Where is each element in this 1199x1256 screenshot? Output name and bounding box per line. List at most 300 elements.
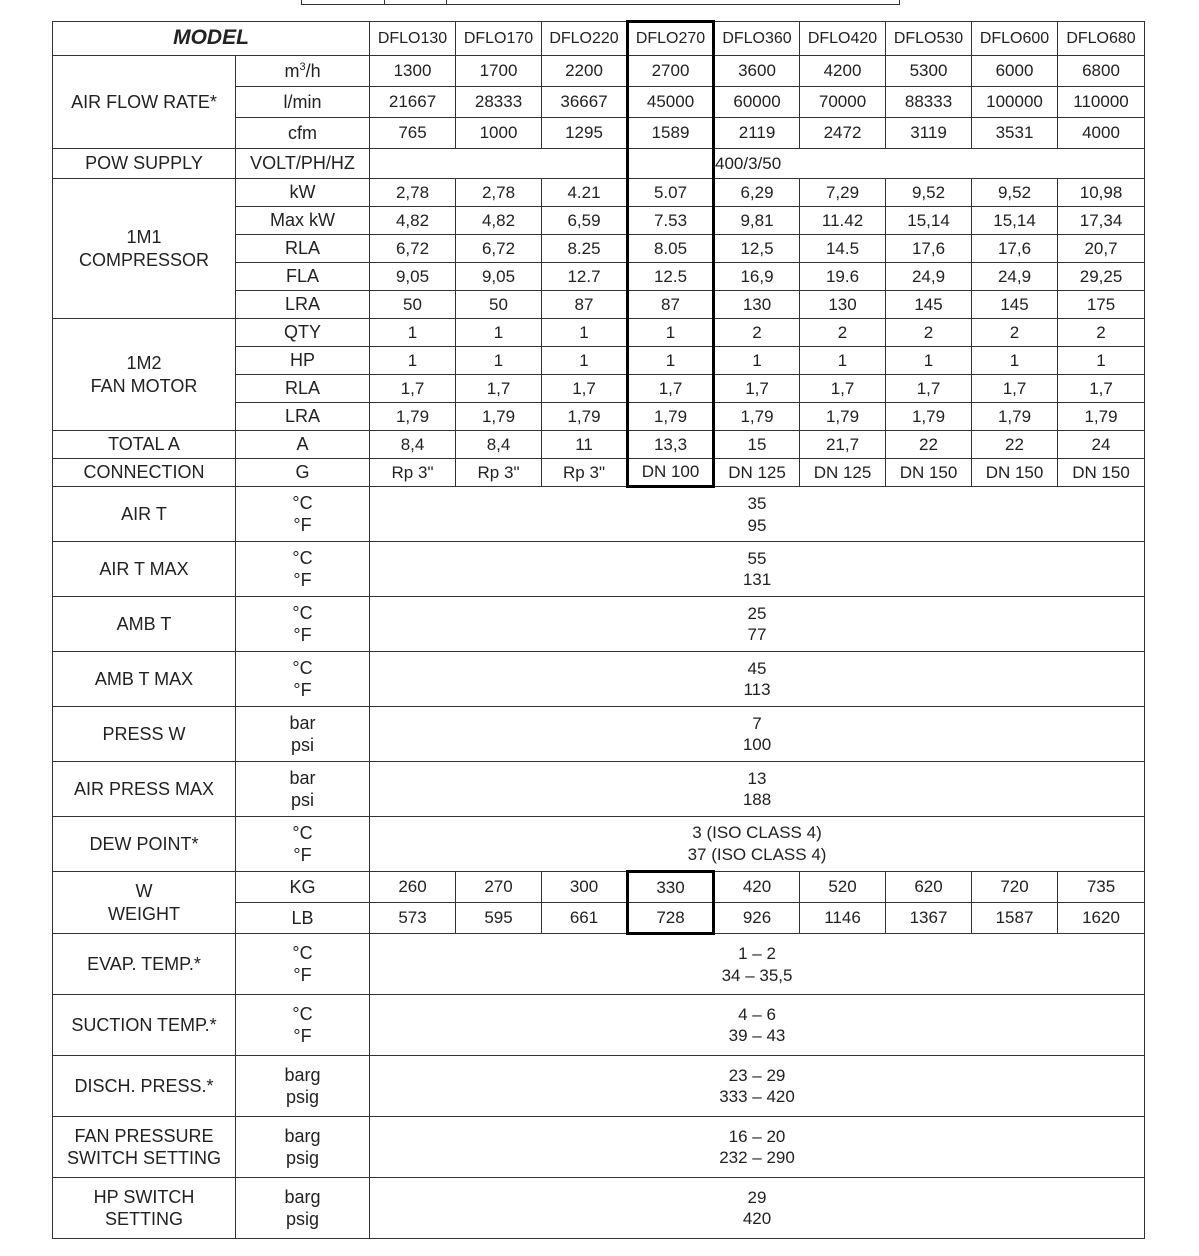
cell: 22: [886, 431, 972, 459]
amb-t-label: AMB T: [53, 597, 236, 652]
compressor-label: [53, 179, 236, 319]
unit-line: barg: [284, 1064, 321, 1085]
unit-line: °C: [292, 547, 313, 568]
table-row: [53, 762, 1145, 817]
table-row: [53, 1056, 1145, 1117]
cell: 735: [1058, 872, 1145, 903]
disch-press-label: DISCH. PRESS.*: [53, 1056, 236, 1117]
pow-supply-value: 400/3/50: [714, 149, 1145, 179]
unit-cell: G: [236, 459, 370, 487]
unit-base: m: [284, 60, 300, 81]
model-header-highlighted: DFLO270: [628, 22, 714, 56]
value-line: 1 – 2: [738, 944, 776, 964]
cell: 17,6: [972, 235, 1058, 263]
unit-line: psig: [285, 1209, 320, 1229]
cell-highlighted: 2700: [628, 56, 714, 87]
merged-value: [370, 707, 1145, 762]
model-header: DFLO360: [714, 22, 800, 56]
pow-supply-unit: VOLT/PH/HZ: [236, 149, 370, 179]
unit-cell: [236, 542, 370, 597]
cell: 2,78: [370, 179, 456, 207]
cell-highlighted: 7.53: [628, 207, 714, 235]
table-row: [53, 487, 1145, 542]
header-row: [53, 22, 1145, 56]
cell: 5300: [886, 56, 972, 87]
cell: 2: [1058, 319, 1145, 347]
air-press-max-label: AIR PRESS MAX: [53, 762, 236, 817]
merged-value: [370, 934, 1145, 995]
cell: 1367: [886, 903, 972, 934]
model-header: DFLO130: [370, 22, 456, 56]
press-w-label: PRESS W: [53, 707, 236, 762]
label-line: SWITCH SETTING: [67, 1148, 221, 1168]
unit-line: °F: [293, 965, 312, 985]
fan-pressure-label: [53, 1117, 236, 1178]
air-t-max-label: AIR T MAX: [53, 542, 236, 597]
cell: 2472: [800, 118, 886, 149]
unit-line: °C: [292, 657, 313, 678]
table-row: [53, 817, 1145, 872]
value-line: 95: [747, 515, 767, 535]
cell: 11.42: [800, 207, 886, 235]
cell: 60000: [714, 87, 800, 118]
cell: 15: [714, 431, 800, 459]
cell: 1,79: [714, 403, 800, 431]
cell: DN 125: [714, 459, 800, 487]
unit-cell: HP: [236, 347, 370, 375]
unit-cell: LRA: [236, 291, 370, 319]
cell: 1,7: [370, 375, 456, 403]
merged-value: [370, 995, 1145, 1056]
cell-highlighted: DN 100: [628, 459, 714, 487]
cell: 4,82: [370, 207, 456, 235]
evap-temp-label: EVAP. TEMP.*: [53, 934, 236, 995]
cell: 260: [370, 872, 456, 903]
cell: 9,05: [456, 263, 542, 291]
table-row: [53, 707, 1145, 762]
value-line: 13: [747, 768, 767, 788]
suction-temp-label: SUCTION TEMP.*: [53, 995, 236, 1056]
unit-cell: RLA: [236, 235, 370, 263]
cell: 21667: [370, 87, 456, 118]
cell: 9,05: [370, 263, 456, 291]
cell: 1: [1058, 347, 1145, 375]
value-line: 188: [742, 790, 772, 809]
total-a-label: TOTAL A: [53, 431, 236, 459]
table-row: [53, 1178, 1145, 1239]
cell: Rp 3": [370, 459, 456, 487]
cell: 1587: [972, 903, 1058, 934]
cell: 1,7: [456, 375, 542, 403]
label-line: WEIGHT: [108, 903, 180, 924]
cell: 36667: [542, 87, 628, 118]
table-row: [53, 149, 1145, 179]
cell: 2200: [542, 56, 628, 87]
cell: 1,79: [370, 403, 456, 431]
value-line: 39 – 43: [728, 1026, 786, 1045]
cell-highlighted: 87: [628, 291, 714, 319]
cell: 9,52: [972, 179, 1058, 207]
unit-line: °F: [293, 570, 312, 590]
cell: 2,78: [456, 179, 542, 207]
cell: 87: [542, 291, 628, 319]
cell-highlighted: 45000: [628, 87, 714, 118]
cell: 1146: [800, 903, 886, 934]
cell: 1: [370, 319, 456, 347]
dew-point-label: DEW POINT*: [53, 817, 236, 872]
cell: 9,52: [886, 179, 972, 207]
cell: 1,79: [542, 403, 628, 431]
cell: [370, 149, 628, 179]
cell: 620: [886, 872, 972, 903]
cell: 100000: [972, 87, 1058, 118]
unit-line: °C: [292, 822, 313, 843]
unit-cell: LB: [236, 903, 370, 934]
cell: 50: [370, 291, 456, 319]
label-line: FAN MOTOR: [90, 375, 198, 396]
unit-exponent: 3: [299, 60, 306, 73]
cell: 20,7: [1058, 235, 1145, 263]
cell: 28333: [456, 87, 542, 118]
cell: 24,9: [972, 263, 1058, 291]
value-line: 333 – 420: [719, 1087, 795, 1106]
cell: DN 150: [886, 459, 972, 487]
value-line: 25: [747, 603, 767, 623]
cell: 1700: [456, 56, 542, 87]
cell: 17,34: [1058, 207, 1145, 235]
air-flow-unit-cfm: cfm: [236, 118, 370, 149]
hp-switch-label: [53, 1178, 236, 1239]
cell: 1,7: [886, 375, 972, 403]
cell: 4,82: [456, 207, 542, 235]
cell: 1: [972, 347, 1058, 375]
unit-cell: kW: [236, 179, 370, 207]
cell: 19.6: [800, 263, 886, 291]
cell: 6,59: [542, 207, 628, 235]
pow-supply-label: POW SUPPLY: [53, 149, 236, 179]
model-header: DFLO170: [456, 22, 542, 56]
cell: 1,7: [714, 375, 800, 403]
value-line: 34 – 35,5: [721, 965, 793, 985]
cell: 520: [800, 872, 886, 903]
cell: 88333: [886, 87, 972, 118]
unit-cell: Max kW: [236, 207, 370, 235]
cell-highlighted: 330: [628, 872, 714, 903]
cell-highlighted: 1,7: [628, 375, 714, 403]
cell: 3531: [972, 118, 1058, 149]
cell: 1,79: [456, 403, 542, 431]
cell: 4200: [800, 56, 886, 87]
cell: 14.5: [800, 235, 886, 263]
cell: 1: [370, 347, 456, 375]
cell-highlighted: 1589: [628, 118, 714, 149]
cell: 16,9: [714, 263, 800, 291]
unit-line: °C: [292, 602, 313, 623]
cell: 6,72: [370, 235, 456, 263]
unit-tail: /h: [305, 60, 321, 81]
cell: 270: [456, 872, 542, 903]
cell-highlighted: 1: [628, 319, 714, 347]
cell: 1000: [456, 118, 542, 149]
cell: 11: [542, 431, 628, 459]
unit-line: barg: [284, 1186, 321, 1207]
value-line: 37 (ISO CLASS 4): [687, 844, 827, 864]
cell: 2: [800, 319, 886, 347]
value-line: 35: [747, 494, 767, 514]
cell: Rp 3": [456, 459, 542, 487]
unit-line: °F: [293, 515, 312, 535]
cell: 573: [370, 903, 456, 934]
cell: 926: [714, 903, 800, 934]
cell: Rp 3": [542, 459, 628, 487]
table-row: [53, 319, 1145, 347]
cell: 1295: [542, 118, 628, 149]
cell: 2: [972, 319, 1058, 347]
model-header: DFLO600: [972, 22, 1058, 56]
cell: 720: [972, 872, 1058, 903]
cell: 145: [886, 291, 972, 319]
unit-line: psig: [285, 1148, 320, 1168]
cell: 7,29: [800, 179, 886, 207]
unit-cell: [236, 707, 370, 762]
cell-highlighted: 1,79: [628, 403, 714, 431]
cell: 4.21: [542, 179, 628, 207]
value-line: 4 – 6: [738, 1004, 776, 1024]
cell: 70000: [800, 87, 886, 118]
label-line: W: [135, 881, 153, 901]
model-header: DFLO530: [886, 22, 972, 56]
cell: 22: [972, 431, 1058, 459]
unit-cell: [236, 487, 370, 542]
unit-cell: A: [236, 431, 370, 459]
model-header: DFLO680: [1058, 22, 1145, 56]
air-t-label: AIR T: [53, 487, 236, 542]
table-row: [53, 431, 1145, 459]
value-line: 232 – 290: [719, 1148, 795, 1167]
label-line: 1M1: [126, 227, 162, 247]
cell: DN 150: [972, 459, 1058, 487]
cell: 300: [542, 872, 628, 903]
table-row: [53, 872, 1145, 903]
merged-value: [370, 1056, 1145, 1117]
cell: 8.25: [542, 235, 628, 263]
cell: 765: [370, 118, 456, 149]
cell: 1: [456, 347, 542, 375]
merged-value: [370, 762, 1145, 817]
cell: 1620: [1058, 903, 1145, 934]
cell: 145: [972, 291, 1058, 319]
cell: 1: [456, 319, 542, 347]
value-line: 420: [742, 1209, 772, 1228]
cell: 2: [714, 319, 800, 347]
unit-cell: [236, 1178, 370, 1239]
unit-line: bar: [289, 712, 316, 733]
table-row: [53, 459, 1145, 487]
unit-line: °F: [293, 1026, 312, 1046]
spec-table-body: [53, 22, 1145, 1239]
merged-value: [370, 652, 1145, 707]
cell: 1,79: [800, 403, 886, 431]
cell-highlighted: 12.5: [628, 263, 714, 291]
unit-cell: KG: [236, 872, 370, 903]
cell: 10,98: [1058, 179, 1145, 207]
cell: 1: [800, 347, 886, 375]
table-row: [53, 652, 1145, 707]
value-line: 29: [747, 1187, 767, 1207]
unit-line: °F: [293, 680, 312, 700]
unit-cell: [236, 652, 370, 707]
cell: 1,7: [800, 375, 886, 403]
amb-t-max-label: AMB T MAX: [53, 652, 236, 707]
merged-value: [370, 542, 1145, 597]
cell: 1300: [370, 56, 456, 87]
table-row: [53, 995, 1145, 1056]
merged-value: [370, 487, 1145, 542]
cell: 1,7: [542, 375, 628, 403]
cell: 21,7: [800, 431, 886, 459]
divider: [384, 0, 385, 4]
unit-cell: [236, 762, 370, 817]
cell: DN 125: [800, 459, 886, 487]
unit-line: °C: [292, 942, 313, 963]
cell: 6000: [972, 56, 1058, 87]
cell: 3119: [886, 118, 972, 149]
label-line: 1M2: [126, 353, 162, 373]
unit-line: °C: [292, 492, 313, 513]
merged-value: [370, 597, 1145, 652]
cell: 1: [542, 319, 628, 347]
air-flow-unit-lmin: l/min: [236, 87, 370, 118]
cell: 15,14: [972, 207, 1058, 235]
weight-label: [53, 872, 236, 934]
cell-highlighted: 728: [628, 903, 714, 934]
air-flow-unit-m3h: [236, 56, 370, 87]
cell: DN 150: [1058, 459, 1145, 487]
model-header: DFLO420: [800, 22, 886, 56]
cell-highlighted: 5.07: [628, 179, 714, 207]
cell: 1,7: [972, 375, 1058, 403]
merged-value: [370, 817, 1145, 872]
cell: 130: [714, 291, 800, 319]
value-line: 77: [747, 625, 767, 644]
cell: 130: [800, 291, 886, 319]
unit-line: barg: [284, 1125, 321, 1146]
model-header: DFLO220: [542, 22, 628, 56]
cell: 15,14: [886, 207, 972, 235]
cell: 12.7: [542, 263, 628, 291]
unit-cell: [236, 1056, 370, 1117]
cell: 1,79: [886, 403, 972, 431]
value-line: 55: [747, 548, 767, 568]
unit-line: °C: [292, 1003, 313, 1024]
unit-cell: [236, 934, 370, 995]
value-line: 113: [743, 680, 771, 699]
cell: 6800: [1058, 56, 1145, 87]
unit-cell: FLA: [236, 263, 370, 291]
cell: 1,79: [972, 403, 1058, 431]
cell: 29,25: [1058, 263, 1145, 291]
cell: 2119: [714, 118, 800, 149]
cell-highlighted: 13,3: [628, 431, 714, 459]
label-line: FAN PRESSURE: [74, 1125, 214, 1146]
cell: 1,7: [1058, 375, 1145, 403]
unit-line: psig: [285, 1087, 320, 1107]
cell: 50: [456, 291, 542, 319]
model-label: MODEL: [53, 22, 370, 56]
cell: 3600: [714, 56, 800, 87]
merged-value: [370, 1178, 1145, 1239]
value-line: 16 – 20: [728, 1126, 786, 1146]
unit-cell: LRA: [236, 403, 370, 431]
cell: 1: [542, 347, 628, 375]
unit-line: °F: [293, 845, 312, 865]
cell: 1,79: [1058, 403, 1145, 431]
cell-highlighted: 8.05: [628, 235, 714, 263]
cell: 9,81: [714, 207, 800, 235]
cell: 24,9: [886, 263, 972, 291]
table-row: [53, 934, 1145, 995]
cell-highlighted: 1: [628, 347, 714, 375]
unit-cell: [236, 1117, 370, 1178]
label-line: COMPRESSOR: [78, 249, 210, 270]
unit-line: psi: [291, 735, 315, 755]
divider: [446, 0, 447, 4]
unit-cell: QTY: [236, 319, 370, 347]
cell: 8,4: [370, 431, 456, 459]
cell: 595: [456, 903, 542, 934]
cell: 17,6: [886, 235, 972, 263]
unit-line: psi: [291, 790, 315, 810]
unit-line: bar: [289, 767, 316, 788]
fan-motor-label: [53, 319, 236, 431]
cell: 8,4: [456, 431, 542, 459]
cell: 4000: [1058, 118, 1145, 149]
cell-highlighted: [628, 149, 714, 179]
cell: 6,29: [714, 179, 800, 207]
cell: 175: [1058, 291, 1145, 319]
table-row: [53, 542, 1145, 597]
connection-label: CONNECTION: [53, 459, 236, 487]
value-line: 3 (ISO CLASS 4): [692, 823, 822, 843]
unit-cell: [236, 597, 370, 652]
table-row: [53, 56, 1145, 87]
table-row: [53, 1117, 1145, 1178]
cell: 661: [542, 903, 628, 934]
table-row: [53, 597, 1145, 652]
label-line: SETTING: [104, 1209, 183, 1229]
value-line: 23 – 29: [728, 1065, 786, 1085]
cell: 1: [886, 347, 972, 375]
cell: 1: [714, 347, 800, 375]
value-line: 7: [752, 713, 762, 733]
unit-cell: RLA: [236, 375, 370, 403]
air-flow-label: AIR FLOW RATE*: [53, 56, 236, 149]
table-fragment-top: [301, 0, 900, 5]
cell: 12,5: [714, 235, 800, 263]
value-line: 45: [747, 658, 767, 678]
table-row: [53, 179, 1145, 207]
unit-line: °F: [293, 625, 312, 645]
spec-table: [52, 20, 1145, 1239]
cell: 420: [714, 872, 800, 903]
cell: 24: [1058, 431, 1145, 459]
cell: 110000: [1058, 87, 1145, 118]
label-line: HP SWITCH: [93, 1186, 195, 1207]
unit-cell: [236, 995, 370, 1056]
unit-cell: [236, 817, 370, 872]
cell: 6,72: [456, 235, 542, 263]
value-line: 100: [742, 735, 772, 754]
